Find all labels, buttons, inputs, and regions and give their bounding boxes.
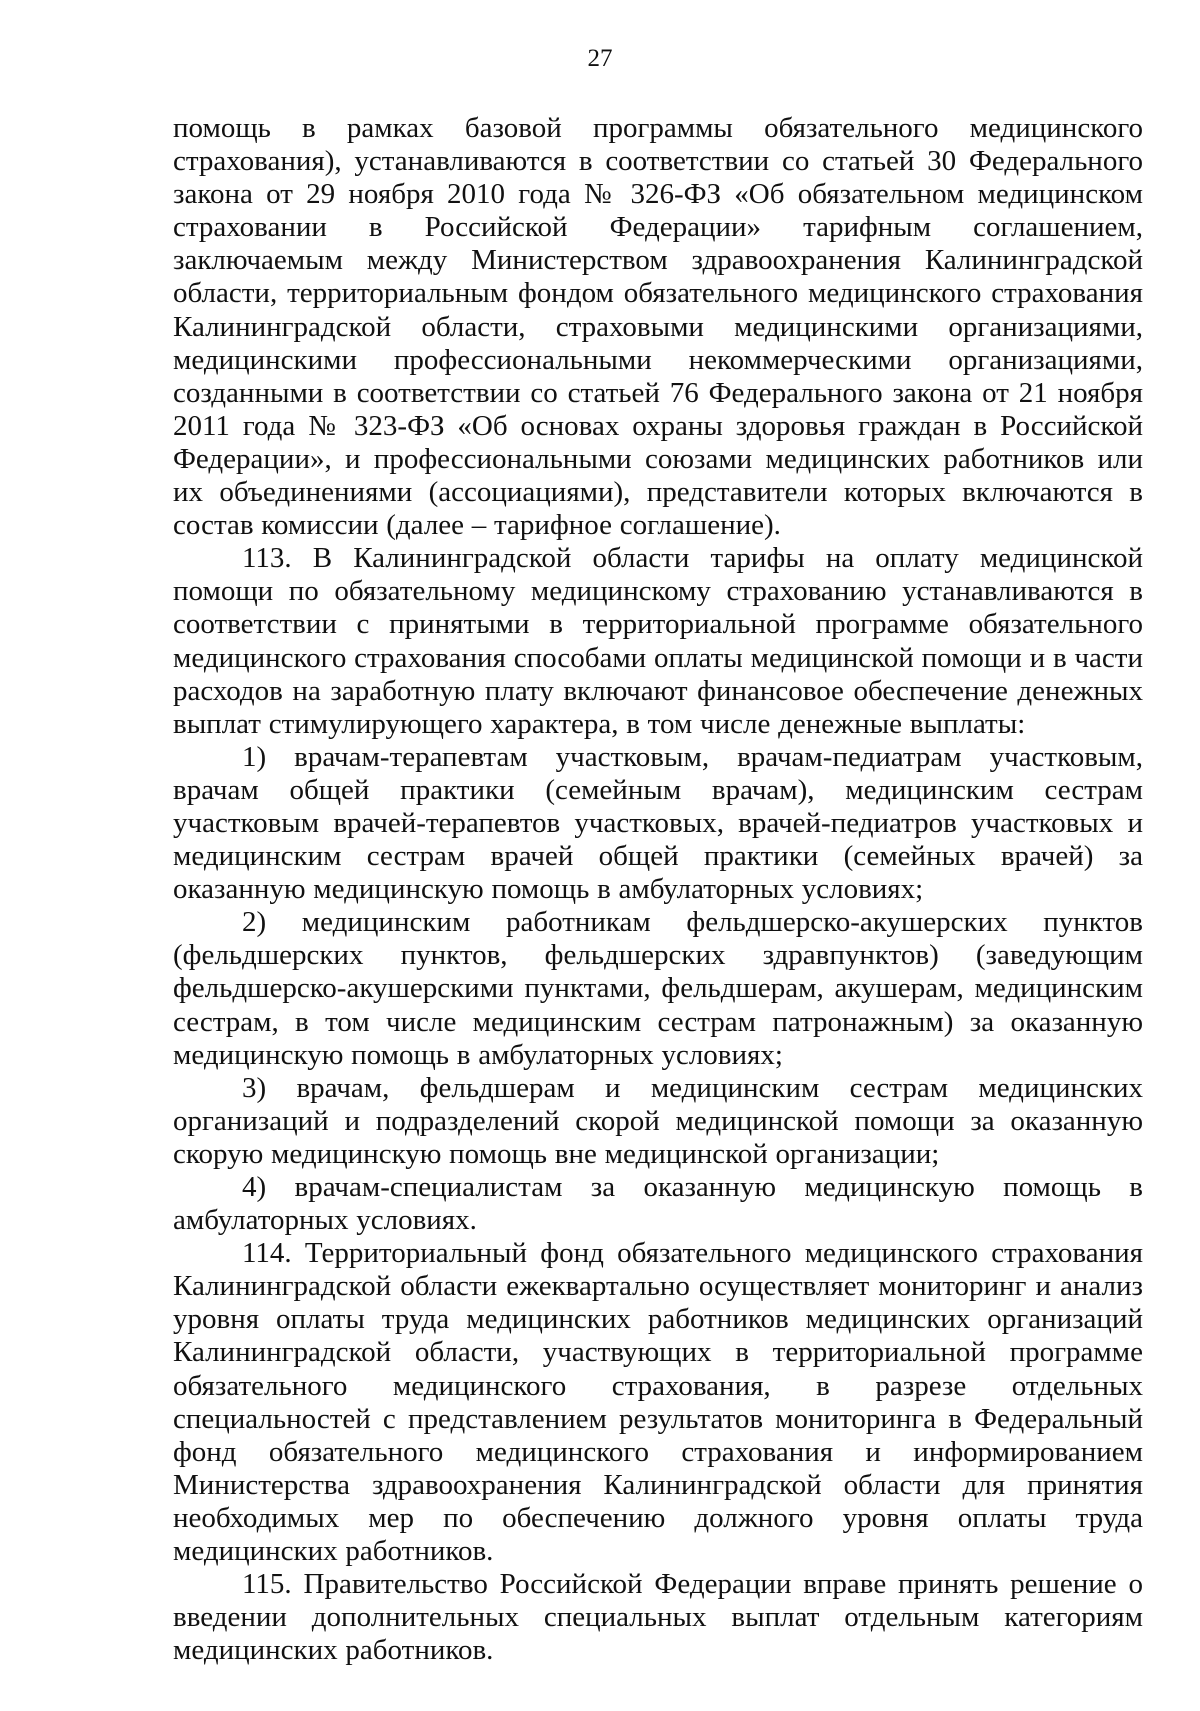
paragraph-115: 115. Правительство Российской Федерации вправе принять решение о введении дополнительных специальных выплат отдельным категориям медицинских работников. (173, 1568, 1143, 1667)
document-body (173, 112, 1143, 1667)
paragraph-113-item-2: 2) медицинским работникам фельдшерско-акушерских пунктов (фельдшерских пунктов, фельдшерских здравпунктов) (заведующим фельдшерско-акушерскими пунктами, фельдшерам, акушерам, медицинским сестрам, в том числе медицинским сестрам патронажным) за оказанную медицинскую помощь в амбулаторных условиях; (173, 906, 1143, 1071)
paragraph-114: 114. Территориальный фонд обязательного медицинского страхования Калининградской области ежеквартально осуществляет мониторинг и анализ уровня оплаты труда медицинских работников медицинских организаций Калининградской области, участвующих в территориальной программе обязательного медицинского страхования, в разрезе отдельных специальностей с представлением результатов мониторинга в Федеральный фонд обязательного медицинского страхования и информированием Министерства здравоохранения Калининградской области для принятия необходимых мер по обеспечению должного уровня оплаты труда медицинских работников. (173, 1237, 1143, 1568)
paragraph-113: 113. В Калининградской области тарифы на оплату медицинской помощи по обязательному медицинскому страхованию устанавливаются в соответствии с принятыми в территориальной программе обязательного медицинского страхования способами оплаты медицинской помощи и в части расходов на заработную плату включают финансовое обеспечение денежных выплат стимулирующего характера, в том числе денежные выплаты: (173, 542, 1143, 740)
paragraph-113-item-1: 1) врачам-терапевтам участковым, врачам-педиатрам участковым, врачам общей практики (семейным врачам), медицинским сестрам участковым врачей-терапевтов участковых, врачей-педиатров участковых и медицинским сестрам врачей общей практики (семейных врачей) за оказанную медицинскую помощь в амбулаторных условиях; (173, 740, 1143, 906)
page-number: 27 (587, 45, 613, 72)
paragraph-continuation: помощь в рамках базовой программы обязательного медицинского страхования), устанавливаются в соответствии со статьей 30 Федерального закона от 29 ноября 2010 года № 326-ФЗ «Об обязательном медицинском страховании в Российской Федерации» тарифным соглашением, заключаемым между Министерством здравоохранения Калининградской области, территориальным фондом обязательного медицинского страхования Калининградской области, страховыми медицинскими организациями, медицинскими профессиональными некоммерческими организациями, созданными в соответствии со статьей 76 Федерального закона от 21 ноября 2011 года № 323-ФЗ «Об основах охраны здоровья граждан в Российской Федерации», и профессиональными союзами медицинских работников или их объединениями (ассоциациями), представители которых включаются в состав комиссии (далее – тарифное соглашение). (173, 112, 1143, 542)
paragraph-113-item-3: 3) врачам, фельдшерам и медицинским сестрам медицинских организаций и подразделений скорой медицинской помощи за оказанную скорую медицинскую помощь вне медицинской организации; (173, 1071, 1143, 1170)
paragraph-113-item-4: 4) врачам-специалистам за оказанную медицинскую помощь в амбулаторных условиях. (173, 1171, 1143, 1237)
